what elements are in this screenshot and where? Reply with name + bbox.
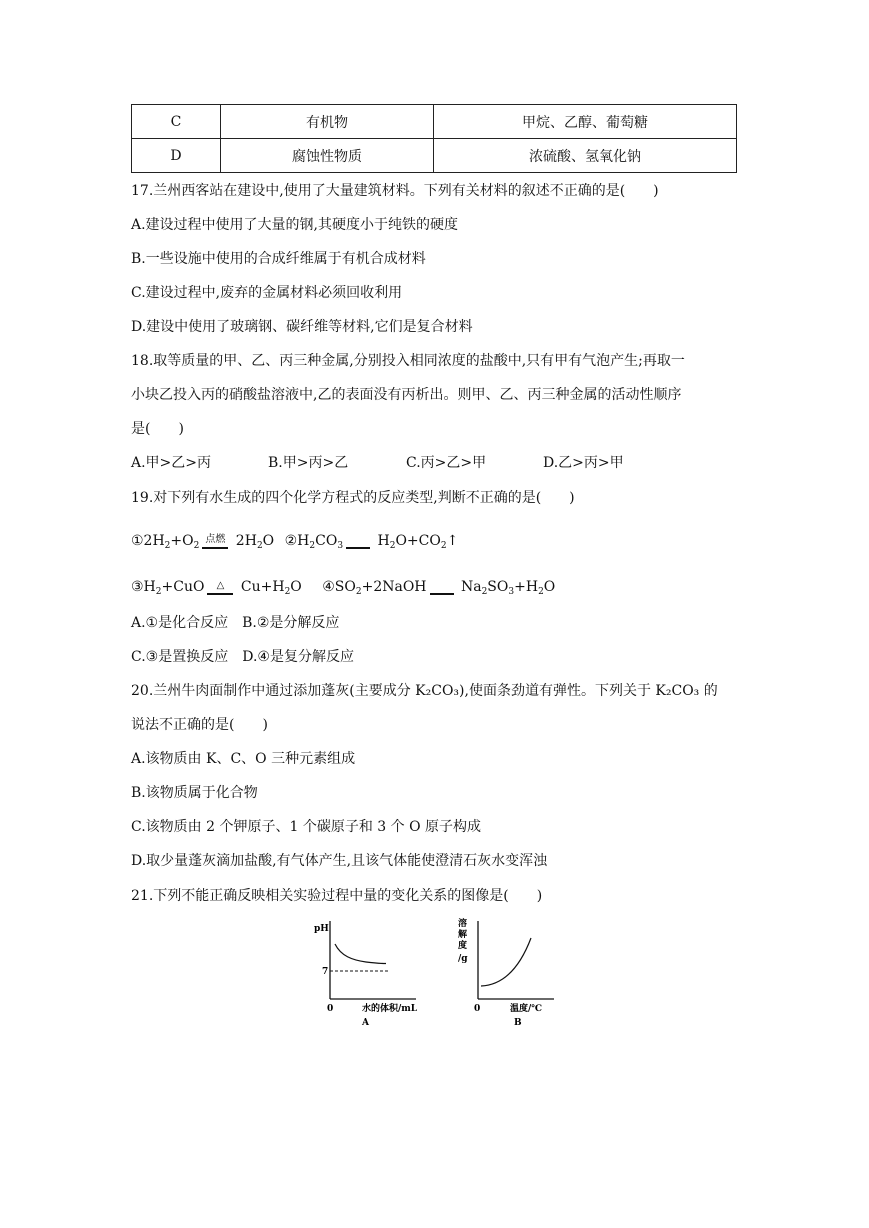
q18-stem-line1: 18.取等质量的甲、乙、丙三种金属,分别投入相同浓度的盐酸中,只有甲有气泡产生;再取一 bbox=[131, 353, 685, 369]
y-axis-label-unit: /g bbox=[458, 954, 468, 964]
equations-line-1 bbox=[131, 531, 458, 556]
x-axis-label: 温度/℃ bbox=[510, 1004, 543, 1014]
origin-label: 0 bbox=[474, 1004, 481, 1014]
reaction-arrow bbox=[202, 536, 228, 556]
condition-heat: △ bbox=[216, 580, 225, 591]
table-cell-letter: C bbox=[132, 105, 221, 139]
q19-options-ab: A.①是化合反应 B.②是分解反应 bbox=[131, 615, 340, 631]
table-cell-examples: 浓硫酸、氢氧化钠 bbox=[434, 139, 737, 173]
y-axis-label: pH bbox=[314, 924, 329, 934]
q18-option-d: D.乙>丙>甲 bbox=[543, 455, 624, 471]
table-cell-examples: 甲烷、乙醇、葡萄糖 bbox=[434, 105, 737, 139]
q17-option-d: D.建设中使用了玻璃钢、碳纤维等材料,它们是复合材料 bbox=[131, 319, 473, 335]
q20-stem-line1: 20.兰州牛肉面制作中通过添加蓬灰(主要成分 K₂CO₃),使面条劲道有弹性。下列关于 K₂CO₃ 的 bbox=[131, 683, 718, 699]
table-row bbox=[132, 139, 737, 173]
q20-option-c: C.该物质由 2 个钾原子、1 个碳原子和 3 个 O 原子构成 bbox=[131, 819, 482, 835]
table-cell-letter: D bbox=[132, 139, 221, 173]
equations-line-2 bbox=[131, 577, 555, 602]
x-axis-label: 水的体积/mL bbox=[362, 1004, 418, 1014]
tick-7-label: 7 bbox=[322, 967, 329, 977]
equation-2: $②H_2CO_3$ $H_2O+CO_2↑$ bbox=[285, 531, 459, 556]
q18-option-a: A.甲>乙>丙 bbox=[131, 455, 212, 471]
q18-stem-line2: 小块乙投入丙的硝酸盐溶液中,乙的表面没有丙析出。则甲、乙、丙三种金属的活动性顺序 bbox=[131, 387, 682, 403]
y-axis-label-char: 解 bbox=[458, 930, 468, 940]
q17-stem: 17.兰州西客站在建设中,使用了大量建筑材料。下列有关材料的叙述不正确的是( ) bbox=[131, 183, 659, 199]
gas-up-arrow-icon: ↑ bbox=[446, 533, 459, 549]
q20-option-b: B.该物质属于化合物 bbox=[131, 785, 258, 801]
q17-option-b: B.一些设施中使用的合成纤维属于有机合成材料 bbox=[131, 251, 426, 267]
equation-4: $④SO_2+2NaOH$ $Na_2SO_3+H_2O$ bbox=[322, 577, 555, 602]
condition-ignite: 点燃 bbox=[205, 534, 226, 545]
q20-option-d: D.取少量蓬灰滴加盐酸,有气体产生,且该气体能使澄清石灰水变浑浊 bbox=[131, 853, 548, 869]
q20-option-a: A.该物质由 K、C、O 三种元素组成 bbox=[131, 751, 356, 767]
reaction-arrow bbox=[346, 536, 370, 556]
table-cell-category: 有机物 bbox=[221, 105, 434, 139]
figure-b-solubility-graph bbox=[454, 915, 558, 1031]
ph-curve bbox=[335, 944, 386, 964]
q17-option-a: A.建设过程中使用了大量的钢,其硬度小于纯铁的硬度 bbox=[131, 217, 459, 233]
q19-stem: 19.对下列有水生成的四个化学方程式的反应类型,判断不正确的是( ) bbox=[131, 490, 575, 506]
y-axis-label-char: 度 bbox=[458, 941, 468, 951]
figure-a-ph-graph bbox=[308, 915, 426, 1031]
q18-option-b: B.甲>丙>乙 bbox=[268, 455, 349, 471]
q18-option-c: C.丙>乙>甲 bbox=[406, 455, 487, 471]
q19-options-cd: C.③是置换反应 D.④是复分解反应 bbox=[131, 649, 354, 665]
y-axis-label-char: 溶 bbox=[458, 919, 468, 929]
figure-caption: B bbox=[514, 1018, 522, 1028]
figure-caption: A bbox=[362, 1018, 369, 1028]
table-cell-category: 腐蚀性物质 bbox=[221, 139, 434, 173]
reaction-arrow bbox=[430, 582, 454, 602]
q21-stem: 21.下列不能正确反映相关实验过程中量的变化关系的图像是( ) bbox=[131, 888, 543, 904]
reaction-arrow bbox=[207, 582, 233, 602]
q18-stem-line3: 是( ) bbox=[131, 421, 184, 437]
table-row bbox=[132, 105, 737, 139]
equation-1: $①2H_2+O_2$ 点燃 $2H_2O$ bbox=[131, 531, 274, 556]
classification-table bbox=[131, 104, 737, 173]
q20-stem-line2: 说法不正确的是( ) bbox=[131, 717, 268, 733]
equation-3: $③H_2+CuO$ △ $Cu+H_2O$ bbox=[131, 577, 302, 602]
q17-option-c: C.建设过程中,废弃的金属材料必须回收利用 bbox=[131, 285, 403, 301]
origin-label: 0 bbox=[327, 1004, 334, 1014]
solubility-curve bbox=[481, 938, 531, 986]
